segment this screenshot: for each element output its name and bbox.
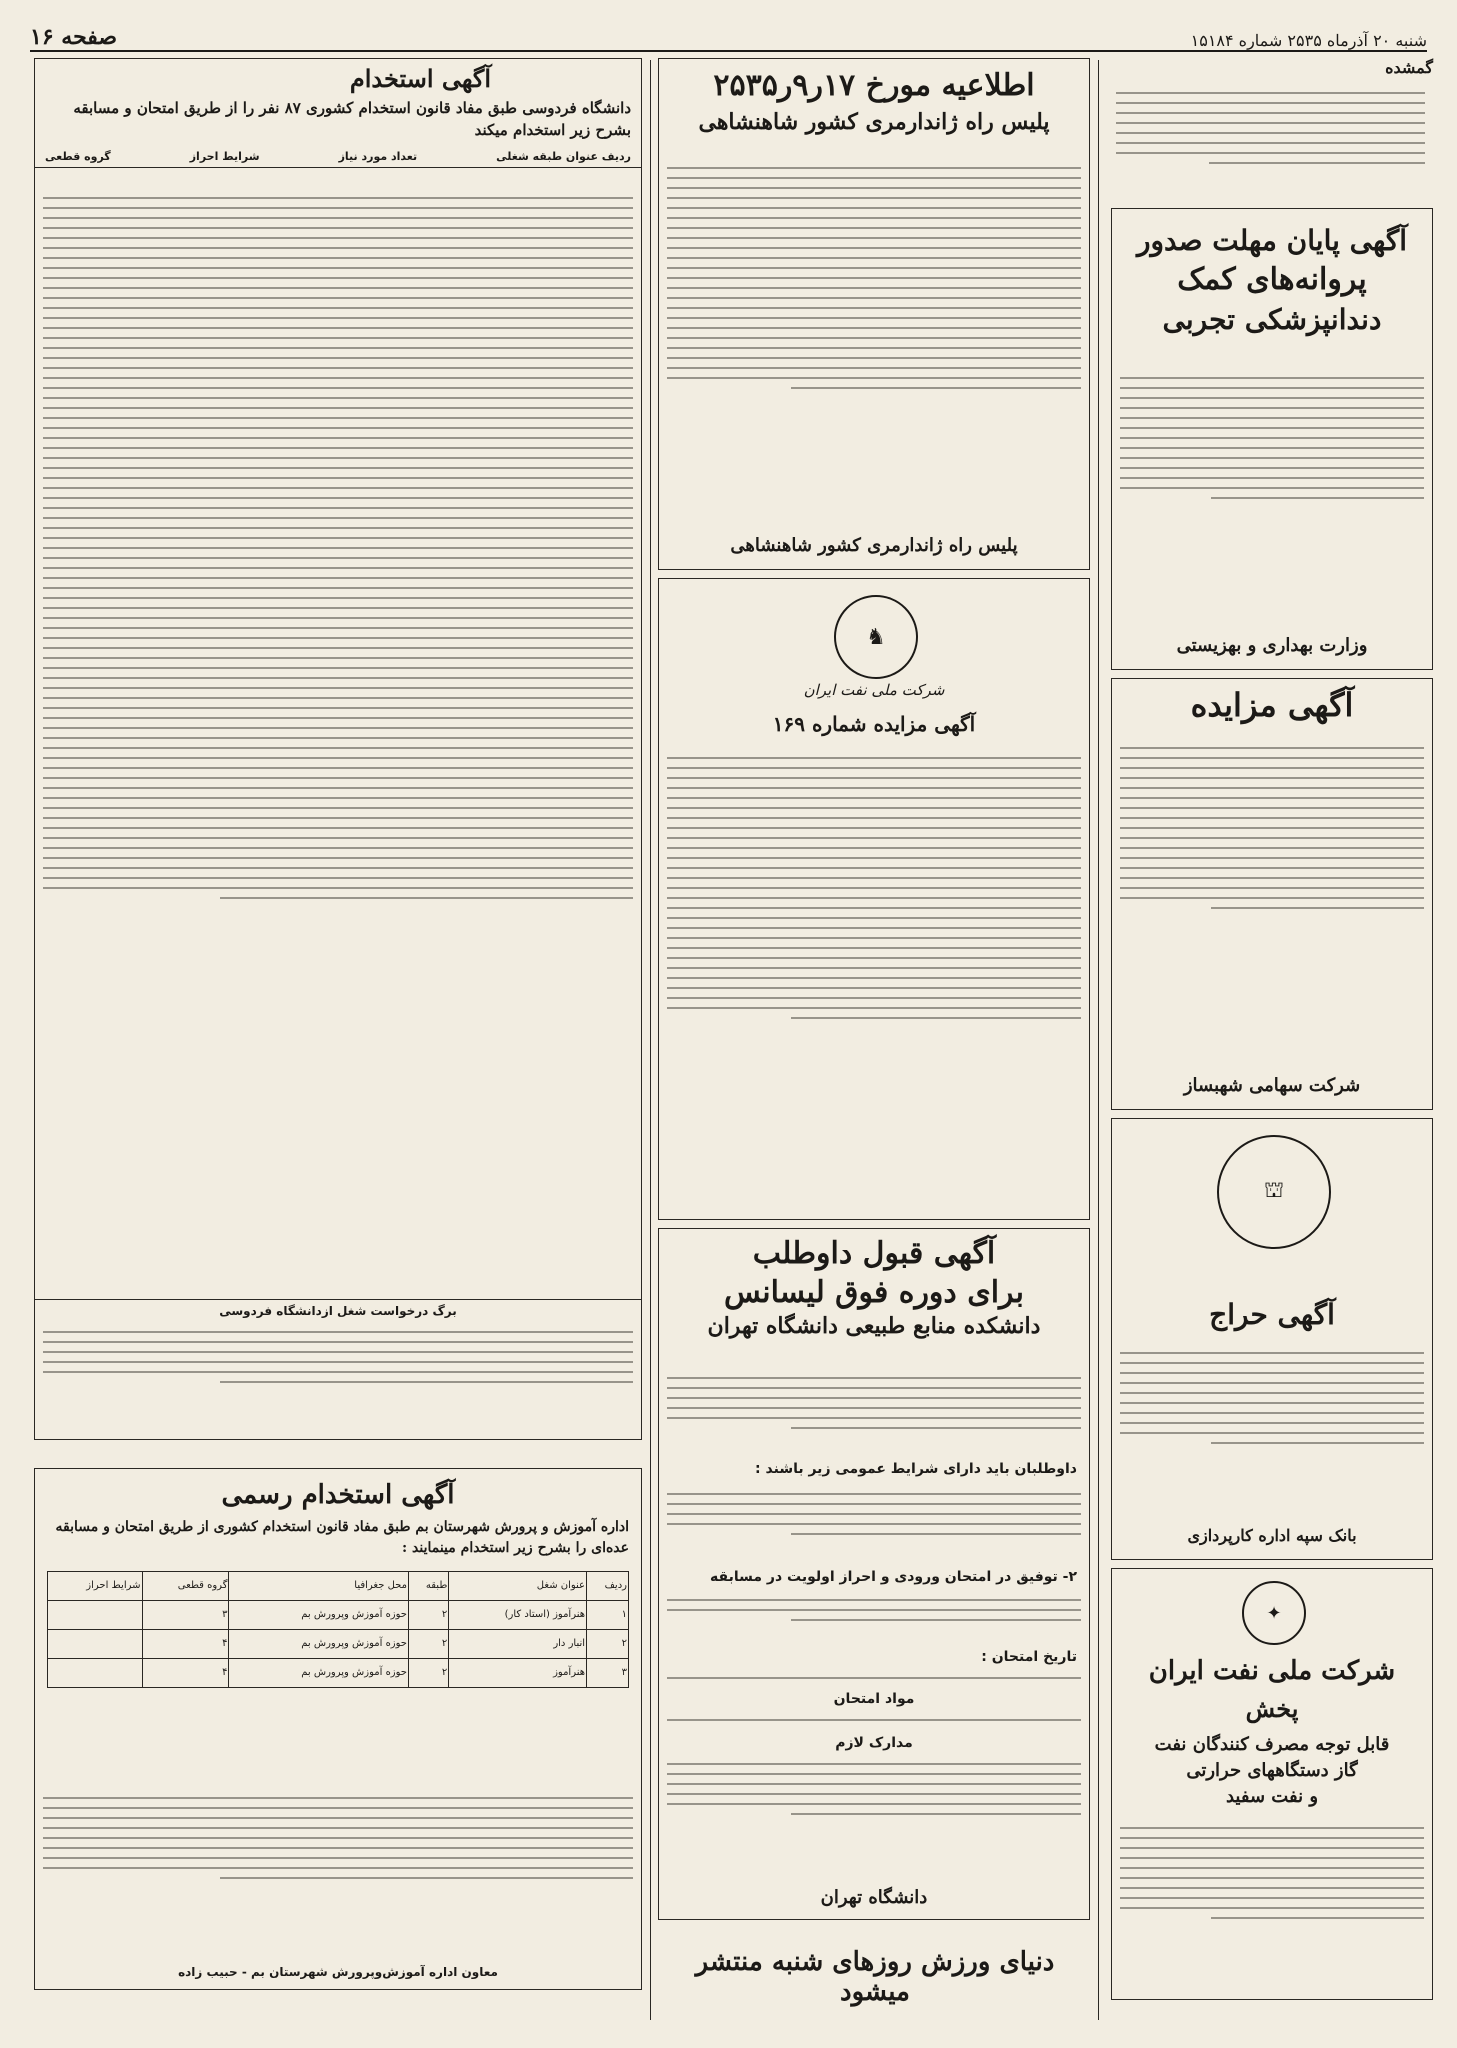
tehran-university-notice [658, 1228, 1090, 1920]
police-signature: پلیس راه ژاندارمری کشور شاهنشاهی [730, 535, 1018, 557]
auction-signature: شرکت سهامی شهبساز [1183, 1075, 1361, 1097]
uni-section-2: ۲- توفیق در امتحان ورودی و احراز اولویت در مسابقه [710, 1569, 1077, 1585]
auction-notice [1111, 678, 1433, 1110]
cell-place: حوزه آموزش وپرورش بم [229, 1600, 409, 1629]
official-table-header [48, 1571, 629, 1600]
oil-lead-2: گاز دستگاههای حرارتی [1186, 1760, 1358, 1781]
permit-notice [1111, 208, 1433, 670]
page-number: صفحه ۱۶ [30, 24, 118, 50]
ferdowsi-table-header [35, 146, 641, 168]
ferdowsi-col-group: گروه قطعی [45, 149, 111, 163]
police-title: اطلاعیه مورخ ۱۷ر۹ر۲۵۳۵ [713, 68, 1035, 103]
ferdowsi-col-title: ردیف عنوان طبقه شغلی [496, 149, 631, 163]
table-row [48, 1629, 629, 1658]
uni-section-1: داوطلبان باید دارای شرایط عمومی زیر باشند : [755, 1461, 1077, 1477]
issue-line: شنبه ۲۰ آذرماه ۲۵۳۵ شماره ۱۵۱۸۴ [1190, 31, 1427, 50]
police-notice [658, 58, 1090, 570]
official-intro: اداره آموزش و پرورش شهرستان بم طبق مفاد قانون استخدام کشوری از طریق امتحان و مسابقه عده‌ای را بشرح زیر استخدام مینمایند : [55, 1518, 629, 1556]
permit-subtitle-2: دندانپزشکی تجربی [1162, 302, 1382, 336]
official-th-class: طبقه [409, 1571, 449, 1600]
cell-job: انبار دار [449, 1629, 587, 1658]
uni-title-3: دانشکده منابع طبیعی دانشگاه تهران [707, 1313, 1041, 1339]
lost-title: گمشده [1385, 58, 1433, 77]
auction-title: آگهی مزایده [1190, 686, 1354, 724]
oil-notice [1111, 1568, 1433, 2000]
bid-title: آگهی حراج [1209, 1298, 1335, 1331]
cell-class: ۲ [409, 1629, 449, 1658]
cell-place: حوزه آموزش وپرورش بم [229, 1629, 409, 1658]
permit-title: آگهی پایان مهلت صدور [1137, 224, 1407, 257]
cell-class: ۲ [409, 1658, 449, 1687]
uni-title-2: برای دوره فوق لیسانس [724, 1274, 1024, 1310]
left-column [36, 58, 642, 2028]
uni-section-3: تاریخ امتحان : [981, 1649, 1077, 1665]
official-th-place: محل جغرافیا [229, 1571, 409, 1600]
bank-sepah-emblem-icon: ⛫ [1217, 1135, 1331, 1249]
oil-logo-text: شرکت ملی نفت ایران [803, 681, 945, 699]
cell-group: ۳ [142, 1600, 229, 1629]
bid-notice [1111, 1118, 1433, 1560]
cell-group: ۴ [142, 1658, 229, 1687]
ferdowsi-col-req: شرایط احراز [189, 149, 260, 163]
cell-n: ۱ [587, 1600, 629, 1629]
oil-auction-title: آگهی مزایده شماره ۱۶۹ [772, 712, 976, 736]
table-row [48, 1658, 629, 1687]
oil-auction-notice [658, 578, 1090, 1220]
oil-company-emblem-icon: ✦ [1242, 1581, 1306, 1645]
cell-req [48, 1629, 143, 1658]
police-subtitle: پلیس راه ژاندارمری کشور شاهنشاهی [698, 108, 1050, 135]
oil-company-logo-icon: ♞ [834, 595, 918, 679]
official-th-group: گروه قطعی [142, 1571, 229, 1600]
bid-signature: بانک سپه اداره کارپردازی [1187, 1525, 1357, 1545]
cell-n: ۳ [587, 1658, 629, 1687]
ferdowsi-hiring-notice [34, 58, 642, 1440]
ferdowsi-col-count: تعداد مورد نیاز [338, 149, 418, 163]
official-hiring-notice [34, 1468, 642, 1990]
cell-place: حوزه آموزش وپرورش بم [229, 1658, 409, 1687]
official-th-job: عنوان شغل [449, 1571, 587, 1600]
oil-subtitle: پخش [1245, 1694, 1299, 1723]
ferdowsi-title: آگهی استخدام [349, 64, 491, 93]
cell-n: ۲ [587, 1629, 629, 1658]
official-th-n: ردیف [587, 1571, 629, 1600]
uni-signature: دانشگاه تهران [820, 1887, 928, 1909]
oil-lead-3: و نفت سفید [1225, 1786, 1319, 1807]
permit-signature: وزارت بهداری و بهزیستی [1176, 635, 1368, 657]
lost-notice [1108, 58, 1433, 188]
cell-group: ۴ [142, 1629, 229, 1658]
uni-title: آگهی قبول داوطلب [752, 1236, 996, 1271]
cell-job: هنرآموز (استاد کار) [449, 1600, 587, 1629]
permit-subtitle: پروانه‌های کمک [1177, 262, 1367, 298]
official-th-req: شرایط احراز [48, 1571, 143, 1600]
sports-footer: دنیای ورزش روزهای شنبه منتشر میشود [695, 1947, 1055, 2007]
uni-section-5: مدارک لازم [835, 1735, 913, 1751]
oil-lead-1: قابل توجه مصرف کنندگان نفت [1154, 1734, 1390, 1755]
cell-job: هنرآموز [449, 1658, 587, 1687]
official-title: آگهی استخدام رسمی [221, 1480, 455, 1510]
ferdowsi-intro: دانشگاه فردوسی طبق مفاد قانون استخدام کشوری ۸۷ نفر را از طریق امتحان و مسابقه بشرح زیر استخدام میکند [73, 98, 631, 140]
official-signature: معاون اداره آموزش‌وپرورش شهرستان بم - حبیب زاده [178, 1965, 498, 1979]
table-row [48, 1600, 629, 1629]
official-table [47, 1571, 629, 1688]
uni-section-4: مواد امتحان [833, 1691, 915, 1707]
right-column [1108, 58, 1433, 2028]
oil-title: شرکت ملی نفت ایران [1148, 1656, 1396, 1686]
page-header [30, 10, 1427, 52]
ferdowsi-form-title: برگ درخواست شغل ازدانشگاه فردوسی [35, 1299, 641, 1318]
column-rule [650, 60, 651, 2020]
cell-class: ۲ [409, 1600, 449, 1629]
column-rule [1098, 60, 1099, 2020]
cell-req [48, 1600, 143, 1629]
middle-column [660, 58, 1090, 2028]
cell-req [48, 1658, 143, 1687]
